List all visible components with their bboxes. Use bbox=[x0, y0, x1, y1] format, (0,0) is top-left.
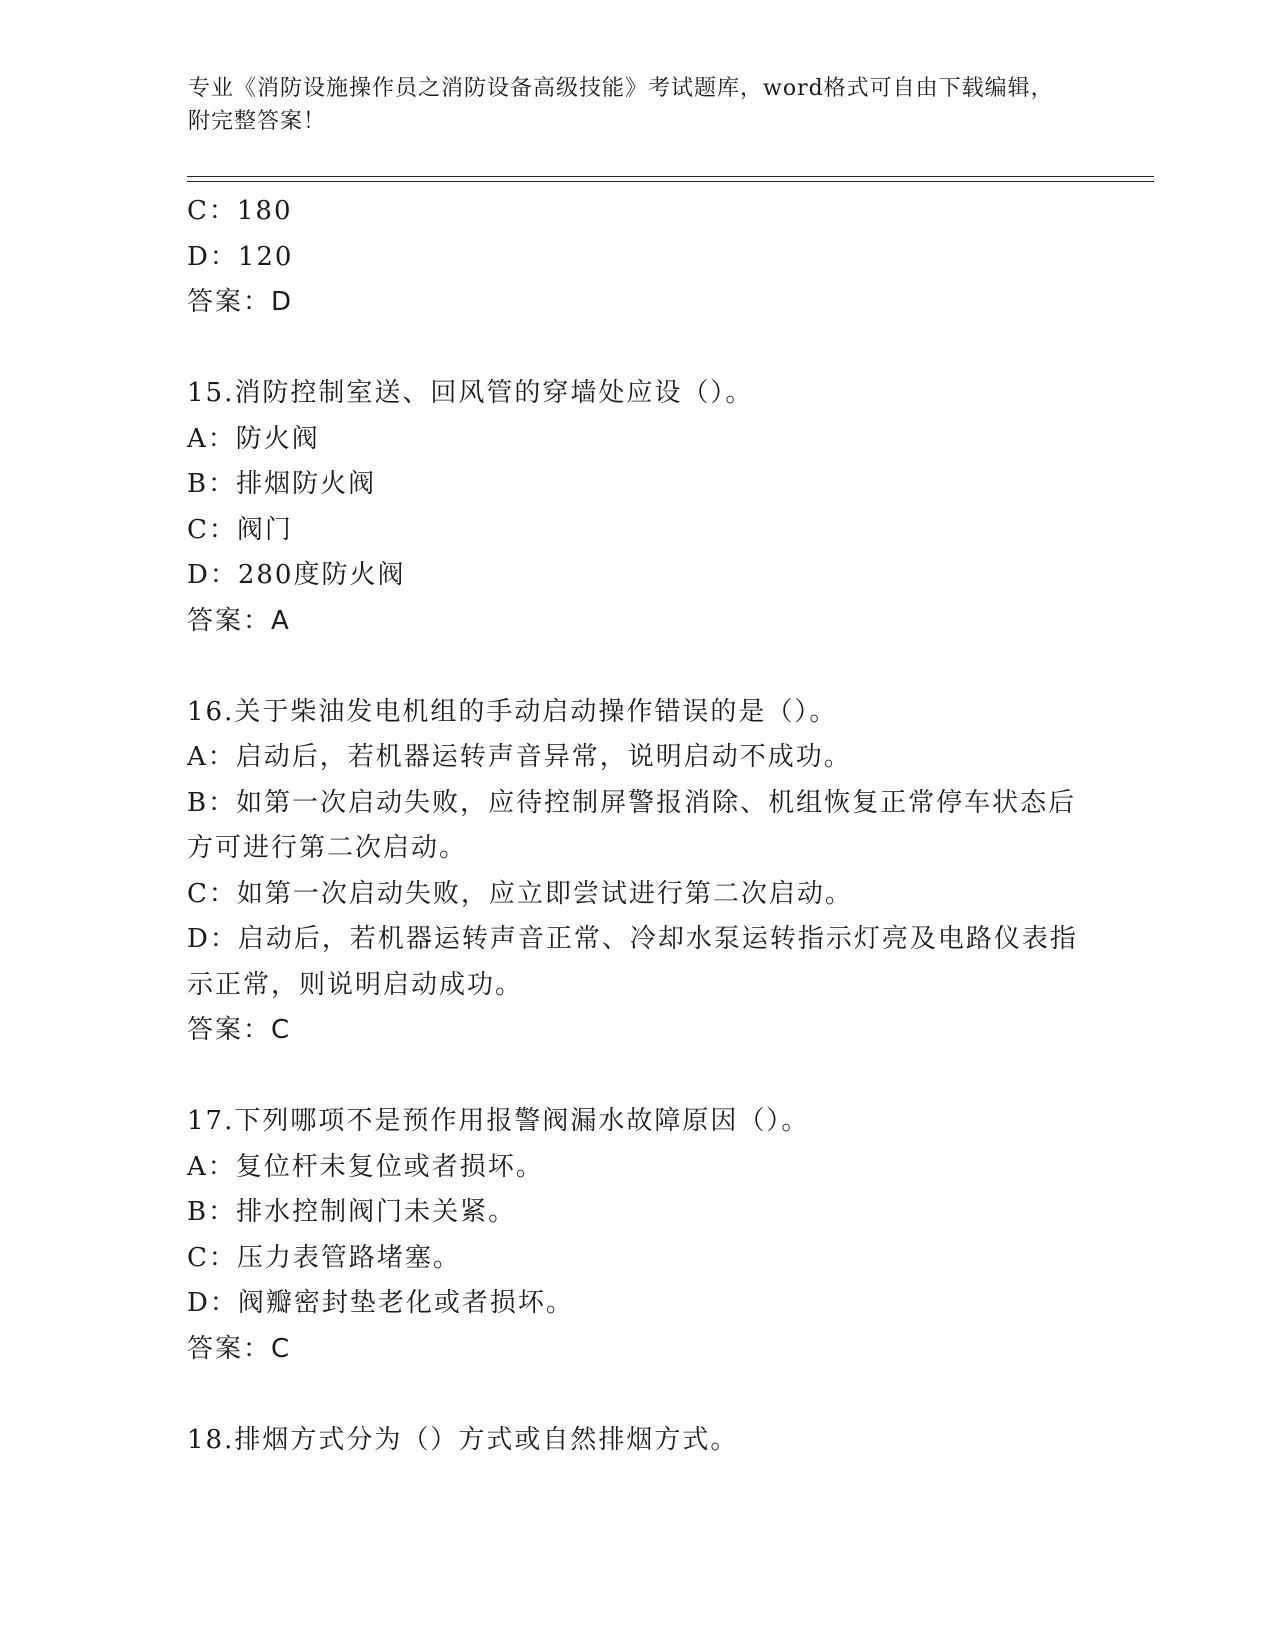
header-rule-top bbox=[187, 176, 1154, 177]
option-b: B：如第一次启动失败，应待控制屏警报消除、机组恢复正常停车状态后方可进行第二次启动。 bbox=[187, 787, 1077, 863]
option-c: C：压力表管路堵塞。 bbox=[187, 1242, 461, 1273]
option-a: A：启动后，若机器运转声音异常，说明启动不成功。 bbox=[187, 742, 852, 772]
question-17 bbox=[187, 1099, 1087, 1372]
answer-line: 答案：C bbox=[187, 1015, 292, 1045]
option-d: D：启动后，若机器运转声音正常、冷却水泵运转指示灯亮及电路仪表指示正常，则说明启动成功。 bbox=[187, 924, 1078, 1000]
spacer bbox=[187, 326, 1087, 372]
header-rule-bottom bbox=[187, 181, 1154, 182]
question-stem: 15.消防控制室送、回风管的穿墙处应设（）。 bbox=[187, 378, 754, 408]
option-d: D：120 bbox=[187, 241, 294, 272]
answer-line: 答案：D bbox=[187, 287, 294, 317]
document-header: 专业《消防设施操作员之消防设备高级技能》考试题库，word格式可自由下载编辑，附完整答案！ bbox=[188, 76, 1054, 134]
spacer bbox=[187, 644, 1087, 690]
option-a: A：复位杆未复位或者损坏。 bbox=[187, 1151, 544, 1182]
spacer bbox=[187, 1054, 1087, 1100]
question-15 bbox=[187, 371, 1087, 644]
option-c: C：阀门 bbox=[187, 514, 293, 545]
question-stem: 17.下列哪项不是预作用报警阀漏水故障原因（）。 bbox=[187, 1106, 810, 1136]
question-prev bbox=[187, 189, 1087, 326]
question-stem: 16.关于柴油发电机组的手动启动操作错误的是（）。 bbox=[187, 696, 838, 727]
question-stem: 18.排烟方式分为（）方式或自然排烟方式。 bbox=[187, 1424, 739, 1455]
question-list bbox=[187, 189, 1087, 1463]
option-b: B：排水控制阀门未关紧。 bbox=[187, 1197, 517, 1227]
spacer bbox=[187, 1372, 1087, 1418]
option-d: D：阀瓣密封垫老化或者损坏。 bbox=[187, 1288, 574, 1318]
answer-line: 答案：A bbox=[187, 605, 291, 636]
question-18 bbox=[187, 1418, 1087, 1464]
option-a: A：防火阀 bbox=[187, 423, 320, 454]
option-c: C：180 bbox=[187, 196, 293, 226]
option-c: C：如第一次启动失败，应立即尝试进行第二次启动。 bbox=[187, 878, 853, 909]
answer-line: 答案：C bbox=[187, 1333, 292, 1364]
question-16 bbox=[187, 690, 1087, 1054]
option-d: D：280度防火阀 bbox=[187, 560, 406, 590]
option-b: B：排烟防火阀 bbox=[187, 469, 377, 499]
